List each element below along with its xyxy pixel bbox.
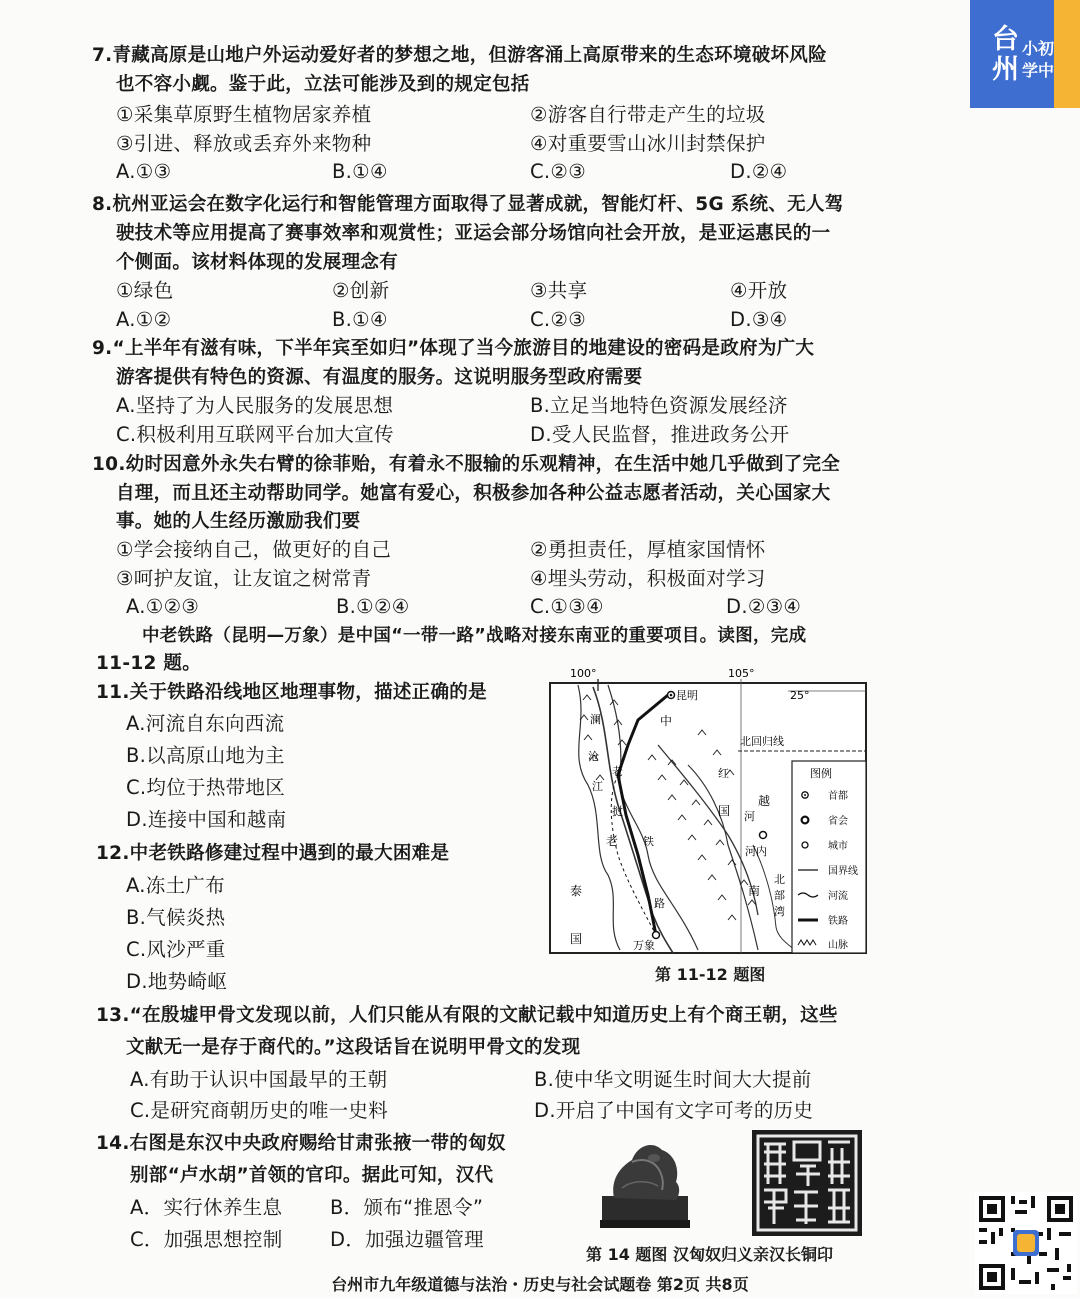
map-label-tie: 铁 bbox=[643, 835, 654, 848]
q11-12-intro-line1: 中老铁路（昆明—万象）是中国“一带一路”战略对接东南亚的重要项目。读图，完成 bbox=[142, 626, 807, 646]
china-laos-railway-map bbox=[548, 665, 868, 957]
q12-stem: 12.中老铁路修建过程中遇到的最大困难是 bbox=[96, 843, 450, 864]
q8-option-4: ④开放 bbox=[730, 279, 788, 302]
q9-stem-line1: 9.“上半年有滋有味，下半年宾至如归”体现了当今旅游目的地建设的密码是政府为广大 bbox=[92, 338, 815, 359]
q13-choice-c: C.是研究商朝历史的唯一史料 bbox=[130, 1099, 389, 1122]
map-label-vientiane: 万象 bbox=[633, 939, 655, 952]
map-legend-provincial-capital: 省会 bbox=[828, 816, 848, 827]
q7-choice-b: B.①④ bbox=[332, 160, 388, 183]
map-label-wo: 挝 bbox=[612, 805, 623, 818]
map-legend-title: 图例 bbox=[810, 767, 832, 780]
map-label-jiang: 江 bbox=[592, 780, 603, 793]
q8-option-3: ③共享 bbox=[530, 279, 588, 302]
q11-12-intro-line2: 11-12 题。 bbox=[96, 653, 202, 674]
q8-choice-c: C.②③ bbox=[530, 308, 586, 331]
map-label-yue: 越 bbox=[758, 794, 771, 808]
q10-option-4: ④埋头劳动，积极面对学习 bbox=[530, 567, 766, 590]
q10-choice-a: A.①②③ bbox=[126, 595, 200, 618]
map-legend-railway: 铁路 bbox=[828, 916, 848, 927]
q11-stem: 11.关于铁路沿线地区地理事物，描述正确的是 bbox=[96, 682, 487, 703]
q9-choice-b: B.立足当地特色资源发展经济 bbox=[530, 394, 788, 417]
map-label-cang: 沧 bbox=[588, 750, 599, 763]
q14-choice-a: A．实行休养生息 bbox=[130, 1196, 283, 1219]
map-lon-105: 105° bbox=[728, 667, 755, 680]
q9-stem-line2: 游客提供有特色的资源、有温度的服务。这说明服务型政府需要 bbox=[116, 367, 643, 388]
map-legend-mountain: 山脉 bbox=[828, 940, 848, 951]
map-lat-25: 25° bbox=[790, 689, 810, 702]
map-tropic-label: 北回归线 bbox=[740, 735, 784, 748]
map-legend-river: 河流 bbox=[828, 891, 848, 902]
map-label-lao2: 老 bbox=[606, 834, 619, 848]
q10-stem-line1: 10.幼时因意外永失右臂的徐菲贻，有着永不服输的乐观精神，在生活中她几乎做到了完全 bbox=[92, 454, 841, 475]
q7-choice-a: A.①③ bbox=[116, 160, 172, 183]
logo-sub-2: 学中 bbox=[1022, 61, 1055, 80]
map-label-hong: 红 bbox=[718, 767, 729, 780]
q8-choice-a: A.①② bbox=[116, 308, 172, 331]
q10-option-3: ③呵护友谊，让友谊之树常青 bbox=[116, 567, 372, 590]
map-label-tai: 泰 bbox=[570, 884, 583, 898]
logo-char-zhou: 州 bbox=[992, 54, 1019, 85]
map-legend-capital: 首都 bbox=[828, 791, 848, 802]
map-label-wan: 湾 bbox=[774, 905, 785, 918]
q8-choice-d: D.③④ bbox=[730, 308, 788, 331]
map-label-he: 河 bbox=[744, 810, 755, 823]
q10-choice-d: D.②③④ bbox=[726, 595, 802, 618]
q7-option-3: ③引进、释放或丢弃外来物种 bbox=[116, 132, 372, 155]
q7-choice-d: D.②④ bbox=[730, 160, 788, 183]
q13-stem-line1: 13.“在殷墟甲骨文发现以前，人们只能从有限的文献记载中知道历史上有个商王朝，这些 bbox=[96, 1005, 838, 1026]
map-label-lan: 澜 bbox=[590, 713, 601, 726]
q9-choice-c: C.积极利用互联网平台加大宣传 bbox=[116, 423, 394, 446]
q10-option-1: ①学会接纳自己，做更好的自己 bbox=[116, 538, 392, 561]
q8-stem-line3: 个侧面。该材料体现的发展理念有 bbox=[116, 252, 399, 273]
map-legend-border: 国界线 bbox=[828, 866, 858, 877]
q14-choice-d: D．加强边疆管理 bbox=[330, 1228, 484, 1251]
q10-option-2: ②勇担责任，厚植家国情怀 bbox=[530, 538, 766, 561]
q13-choice-d: D.开启了中国有文字可考的历史 bbox=[534, 1099, 814, 1122]
q8-stem-line1: 8.杭州亚运会在数字化运行和智能管理方面取得了显著成就，智能灯杆、5G 系统、无人驾 bbox=[92, 194, 844, 215]
map-label-guo2: 国 bbox=[570, 932, 583, 946]
map-label-bei: 北 bbox=[774, 873, 785, 886]
q10-stem-line3: 事。她的人生经历激励我们要 bbox=[116, 511, 361, 532]
q10-choice-b: B.①②④ bbox=[336, 595, 410, 618]
q8-stem-line2: 驶技术等应用提高了赛事效率和观赏性；亚运会部分场馆向社会开放，是亚运惠民的一 bbox=[116, 223, 831, 244]
seal-imprint bbox=[750, 1128, 864, 1238]
q7-option-2: ②游客自行带走产生的垃圾 bbox=[530, 103, 766, 126]
q9-choice-d: D.受人民监督，推进政务公开 bbox=[530, 423, 790, 446]
map-lon-100: 100° bbox=[570, 667, 597, 680]
logo-char-tai: 台 bbox=[992, 24, 1019, 55]
q8-choice-b: B.①④ bbox=[332, 308, 388, 331]
q14-choice-c: C．加强思想控制 bbox=[130, 1228, 283, 1251]
q11-choice-a: A.河流自东向西流 bbox=[126, 712, 285, 735]
map-label-bu: 部 bbox=[774, 889, 785, 902]
q7-option-1: ①采集草原野生植物居家养植 bbox=[116, 103, 372, 126]
map-label-lao: 老 bbox=[612, 765, 623, 778]
map-legend-city: 城市 bbox=[828, 841, 848, 852]
q12-choice-b: B.气候炎热 bbox=[126, 906, 226, 929]
q11-choice-d: D.连接中国和越南 bbox=[126, 808, 287, 831]
q8-option-1: ①绿色 bbox=[116, 279, 174, 302]
map-caption: 第 11-12 题图 bbox=[655, 965, 766, 984]
map-label-nan: 南 bbox=[748, 884, 761, 898]
q7-choice-c: C.②③ bbox=[530, 160, 586, 183]
q10-choice-c: C.①③④ bbox=[530, 595, 604, 618]
q7-stem-line1: 7.青藏高原是山地户外运动爱好者的梦想之地，但游客涌上高原带来的生态环境破坏风险 bbox=[92, 45, 827, 66]
map-label-hanoi: 河内 bbox=[745, 845, 767, 858]
q14-stem-line1: 14.右图是东汉中央政府赐给甘肃张掖一带的匈奴 bbox=[96, 1133, 506, 1154]
taizhou-school-logo bbox=[970, 0, 1080, 108]
q12-choice-a: A.冻土广布 bbox=[126, 874, 225, 897]
page-footer: 台州市九年级道德与法治・历史与社会试题卷 第2页 共8页 bbox=[331, 1275, 749, 1294]
bronze-seal-photo bbox=[592, 1128, 698, 1238]
map-label-lu: 路 bbox=[654, 897, 665, 910]
q13-stem-line2: 文献无一是存于商代的。”这段话旨在说明甲骨文的发现 bbox=[126, 1037, 581, 1058]
q7-stem-line2: 也不容小觑。鉴于此，立法可能涉及到的规定包括 bbox=[116, 74, 530, 95]
map-label-zhong: 中 bbox=[660, 714, 673, 728]
q11-choice-b: B.以高原山地为主 bbox=[126, 744, 285, 767]
map-label-guo: 国 bbox=[718, 804, 731, 818]
q12-choice-d: D.地势崎岖 bbox=[126, 970, 228, 993]
map-label-kunming: 昆明 bbox=[676, 689, 698, 702]
q14-choice-b: B．颁布“推恩令” bbox=[330, 1196, 484, 1219]
q14-figure-caption: 第 14 题图 汉匈奴归义亲汉长铜印 bbox=[586, 1245, 833, 1264]
q14-stem-line2: 别部“卢水胡”首领的官印。据此可知，汉代 bbox=[130, 1165, 494, 1186]
q12-choice-c: C.风沙严重 bbox=[126, 938, 226, 961]
q9-choice-a: A.坚持了为人民服务的发展思想 bbox=[116, 394, 394, 417]
q10-stem-line2: 自理，而且还主动帮助同学。她富有爱心，积极参加各种公益志愿者活动，关心国家大 bbox=[116, 483, 831, 504]
q8-option-2: ②创新 bbox=[332, 279, 390, 302]
q13-choice-b: B.使中华文明诞生时间大大提前 bbox=[534, 1068, 812, 1091]
q11-choice-c: C.均位于热带地区 bbox=[126, 776, 286, 799]
q13-choice-a: A.有助于认识中国最早的王朝 bbox=[130, 1068, 388, 1091]
logo-sub-1: 小初 bbox=[1022, 39, 1055, 58]
q7-option-4: ④对重要雪山冰川封禁保护 bbox=[530, 132, 766, 155]
